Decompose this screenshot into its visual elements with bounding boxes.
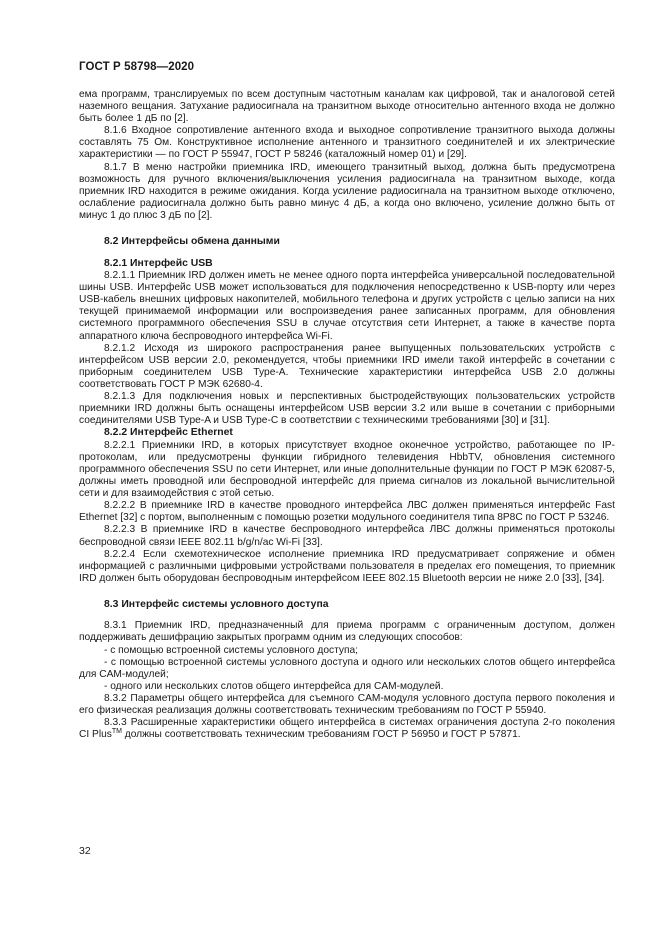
paragraph-8-2-1-2: 8.2.1.2 Исходя из широкого распространения ранее выпущенных пользовательских устройств с интерфейсом USB версии 2.0, рекомендуется, чтобы приемники IRD имели такой интерфейс в сочетании с приборным соединителем USB Type-A. Технические характеристики интерфейса USB 2.0 должны соответствовать ГОСТ Р МЭК 62680-4. (79, 342, 615, 390)
section-heading-8-2: 8.2 Интерфейсы обмена данными (104, 236, 280, 248)
paragraph-8-2-1-3: 8.2.1.3 Для подключения новых и перспективных быстродействующих пользовательских устройств приемники IRD должны быть оснащены интерфейсом USB версии 3.2 или выше в сочетании с приборными соединителями USB Type-A и USB Type-C в соответствии с техническими требованиями [30] и [31]. (79, 390, 615, 427)
paragraph-8-1-7: 8.1.7 В меню настройки приемника IRD, имеющего транзитный выход, должна быть предусмотрена возможность для ручного включения/выключения усиления радиосигнала на транзитном выходе, когда приемник IRD находится в режиме ожидания. Когда усиление радиосигнала на транзитном выходе отключено, ослабление радиосигнала должно быть равно минус 4 дБ, а когда оно включено, усиление должно быть от минус 1 до плюс 3 дБ по [2]. (79, 161, 615, 221)
paragraph-8-3-3-text-a: 8.3.3 Расширенные характеристики общего интерфейса в системах ограничения доступа 2-го поколения CI Plus (79, 717, 615, 741)
paragraph-continuation: ема программ, транслируемых по всем доступным частотным каналам как цифровой, так и аналоговой сетей наземного вещания. Затухание радиосигнала на транзитном выходе относительно антенного входа не должно быть более 1 дБ по [2]. (79, 89, 615, 125)
paragraph-8-2-2-1: 8.2.2.1 Приемники IRD, в которых присутствует входное оконечное устройство, работающее по IP-протоколам, или предусмотрены функции гибридного телевидения HbbTV, обновления системного программного обеспечения SSU по сети Интернет, или иные дополнительные функции по ГОСТ Р МЭК 62087-5, должны иметь проводной или беспроводной интерфейс для приема сигналов из локальной вычислительной сети и для взаимодействия с этой сетью. (79, 439, 615, 500)
document-body (79, 89, 615, 741)
subsection-heading-8-2-1: 8.2.1 Интерфейс USB (104, 257, 213, 269)
paragraph-8-1-6: 8.1.6 Входное сопротивление антенного входа и выходное сопротивление транзитного выхода должны составлять 75 Ом. Конструктивное исполнение антенного и транзитного соединителей и их электрические характеристики — по ГОСТ Р 55947, ГОСТ Р 58246 (каталожный номер 01) и [29]. (79, 125, 615, 161)
paragraph-8-3-2: 8.3.2 Параметры общего интерфейса для съемного CAM-модуля условного доступа первого поколения и его физическая реализация должны соответствовать техническим требованиям по ГОСТ Р 55940. (79, 692, 615, 717)
section-heading-8-3: 8.3 Интерфейс системы условного доступа (104, 598, 329, 610)
paragraph-8-3-1: 8.3.1 Приемник IRD, предназначенный для приема программ с ограниченным доступом, должен поддерживать дешифрацию закрытых программ одним из следующих способов: (79, 620, 615, 644)
paragraph-8-3-3 (79, 717, 615, 741)
list-item: - одного или нескольких слотов общего интерфейса для CAM-модулей. (104, 680, 444, 692)
paragraph-8-3-3-text-b: должны соответствовать техническим требованиям ГОСТ Р 56950 и ГОСТ Р 57871. (121, 729, 521, 741)
list-item: - с помощью встроенной системы условного доступа; (104, 644, 358, 656)
page-number: 32 (79, 845, 91, 857)
paragraph-8-2-2-2: 8.2.2.2 В приемнике IRD в качестве проводного интерфейса ЛВС должен применяться интерфейс Fast Ethernet [32] с портом, выполненным с помощью розетки модульного соединителя типа 8P8C по ГОСТ Р 53246. (79, 500, 615, 524)
list-item: - с помощью встроенной системы условного доступа и одного или нескольких слотов общего интерфейса для CAM-модулей; (79, 656, 615, 680)
subsection-heading-8-2-2: 8.2.2 Интерфейс Ethernet (104, 427, 233, 439)
paragraph-8-2-2-4: 8.2.2.4 Если схемотехническое исполнение приемника IRD предусматривает сопряжение и обмен информацией с различными цифровыми устройствами пользователя в пределах его помещения, то приемник IRD должен быть оборудован беспроводным интерфейсом IEEE 802.15 Bluetooth версии не ниже 2.0 [33], [34]. (79, 548, 615, 584)
document-header: ГОСТ Р 58798—2020 (79, 61, 195, 73)
paragraph-8-2-1-1: 8.2.1.1 Приемник IRD должен иметь не менее одного порта интерфейса универсальной последовательной шины USB. Интерфейс USB может использоваться для подключения непосредственно к USB-порту или через USB-кабель внешних цифровых накопителей, мобильного телефона и других устройств с целью записи на них текущей принимаемой информации или воспроизведения ранее записанных программ, для обновления системного программного обеспечения SSU в случае отсутствия сети Интернет, а также в качестве порта аппаратного ключа беспроводного интерфейса Wi-Fi. (79, 270, 615, 342)
trademark-superscript: TM (111, 728, 122, 736)
paragraph-8-2-2-3: 8.2.2.3 В приемнике IRD в качестве беспроводного интерфейса ЛВС должны применяться протоколы беспроводной связи IEEE 802.11 b/g/n/ac Wi-Fi [33]. (79, 524, 615, 548)
